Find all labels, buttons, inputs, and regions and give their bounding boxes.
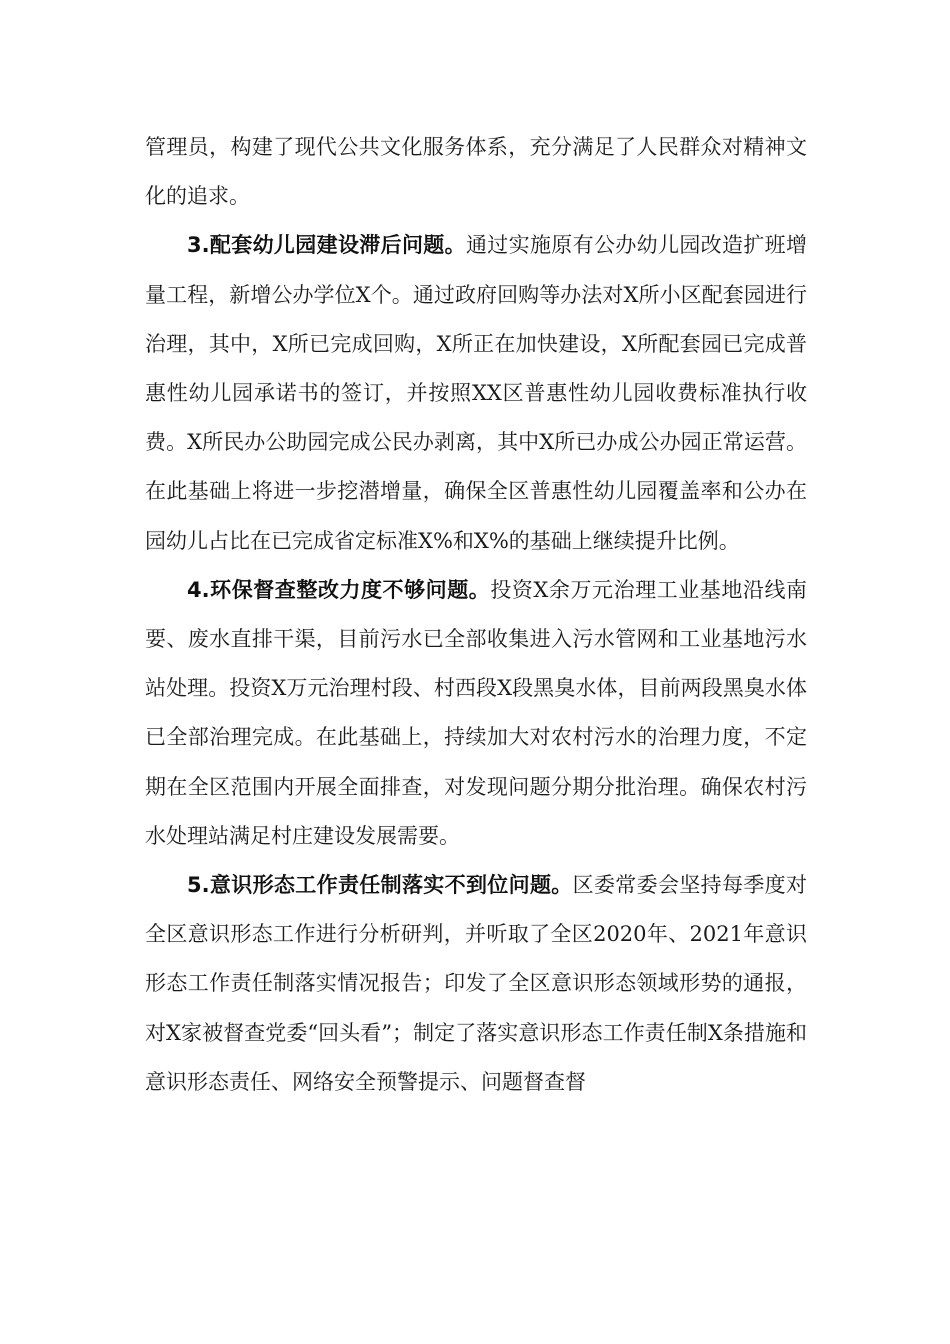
paragraph-ideology — [145, 861, 807, 1107]
paragraph-heading: 4.环保督查整改力度不够问题。 — [187, 577, 491, 602]
paragraph-text: 区委常委会坚持每季度对全区意识形态工作进行分析研判，并听取了全区2020年、2021年意识形态工作责任制落实情况报告；印发了全区意识形态领域形势的通报，对X家被督查党委“回头看”；制定了落实意识形态工作责任制X条措施和意识形态责任、网络安全预警提示、问题督查督 — [145, 873, 807, 1094]
paragraph-text: 管理员，构建了现代公共文化服务体系，充分满足了人民群众对精神文化的追求。 — [145, 135, 807, 209]
paragraph-text: 通过实施原有公办幼儿园改造扩班增量工程，新增公办学位X个。通过政府回购等办法对X所小区配套园进行治理，其中，X所已完成回购，X所正在加快建设，X所配套园已完成普惠性幼儿园承诺书的签订，并按照XX区普惠性幼儿园收费标准执行收费。X所民办公助园完成公民办剥离，其中X所已办成公办园正常运营。在此基础上将进一步挖潜增量，确保全区普惠性幼儿园覆盖率和公办在园幼儿占比在已完成省定标准X%和X%的基础上继续提升比例。 — [145, 233, 808, 553]
paragraph-kindergarten — [145, 221, 807, 565]
paragraph-text: 投资X余万元治理工业基地沿线南要、废水直排干渠，目前污水已全部收集进入污水管网和工业基地污水站处理。投资X万元治理村段、村西段X段黑臭水体，目前两段黑臭水体已全部治理完成。在此基础上，持续加大对农村污水的治理力度，不定期在全区范围内开展全面排查，对发现问题分期分批治理。确保农村污水处理站满足村庄建设发展需要。 — [145, 577, 808, 848]
paragraph-environment — [145, 566, 807, 861]
document-body — [145, 123, 807, 1107]
paragraph-continuation — [145, 123, 807, 221]
paragraph-heading: 3.配套幼儿园建设滞后问题。 — [187, 233, 466, 258]
paragraph-heading: 5.意识形态工作责任制落实不到位问题。 — [187, 873, 573, 898]
